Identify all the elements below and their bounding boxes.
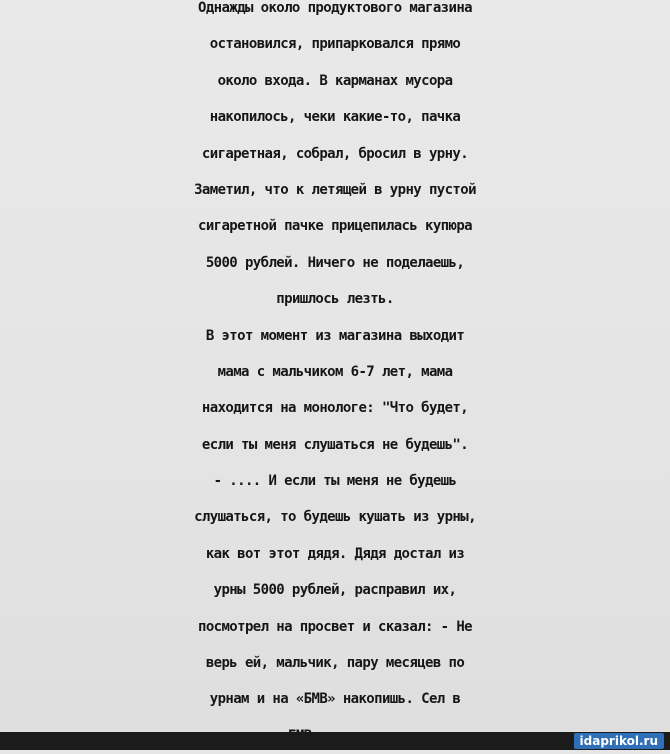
story-line-6: Заметил, что к летящей в урну пустой bbox=[194, 181, 476, 198]
story-line-20: урнам и на «БМВ» накопишь. Сел в bbox=[209, 691, 461, 708]
story-line-8: 5000 рублей. Ничего не поделаешь, bbox=[205, 254, 465, 271]
story-line-5: сигаретная, собрал, бросил в урну. bbox=[201, 145, 469, 162]
story-line-10: В этот момент из магазина выходит bbox=[205, 327, 465, 344]
story-line-18: посмотрел на просвет и сказал: - Не bbox=[197, 618, 472, 635]
story-line-7: сигаретной пачке прицепилась купюра bbox=[197, 218, 472, 235]
story-line-17: урны 5000 рублей, расправил их, bbox=[213, 582, 457, 599]
watermark-link[interactable]: idaprikol.ru bbox=[574, 733, 664, 749]
story-line-11: мама с мальчиком 6-7 лет, мама bbox=[217, 363, 453, 380]
footer-bar bbox=[0, 732, 670, 750]
story-line-12: находится на монологе: "Что будет, bbox=[201, 400, 469, 417]
story-line-16: как вот этот дядя. Дядя достал из bbox=[205, 545, 465, 562]
story-line-9: пришлось лезть. bbox=[276, 291, 394, 308]
story-line-14: - .... И если ты меня не будешь bbox=[213, 473, 457, 490]
story-line-3: около входа. В карманах мусора bbox=[217, 72, 453, 89]
story-line-1: Однажды около продуктового магазина bbox=[197, 0, 472, 16]
story-line-15: слушаться, то будешь кушать из урны, bbox=[194, 509, 476, 526]
story-line-13: если ты меня слушаться не будешь". bbox=[201, 436, 469, 453]
story-line-2: остановился, припарковался прямо bbox=[209, 36, 461, 53]
story-line-19: верь ей, мальчик, пару месяцев по bbox=[205, 655, 465, 672]
story-line-4: накопилось, чеки какие-то, пачка bbox=[209, 109, 461, 126]
